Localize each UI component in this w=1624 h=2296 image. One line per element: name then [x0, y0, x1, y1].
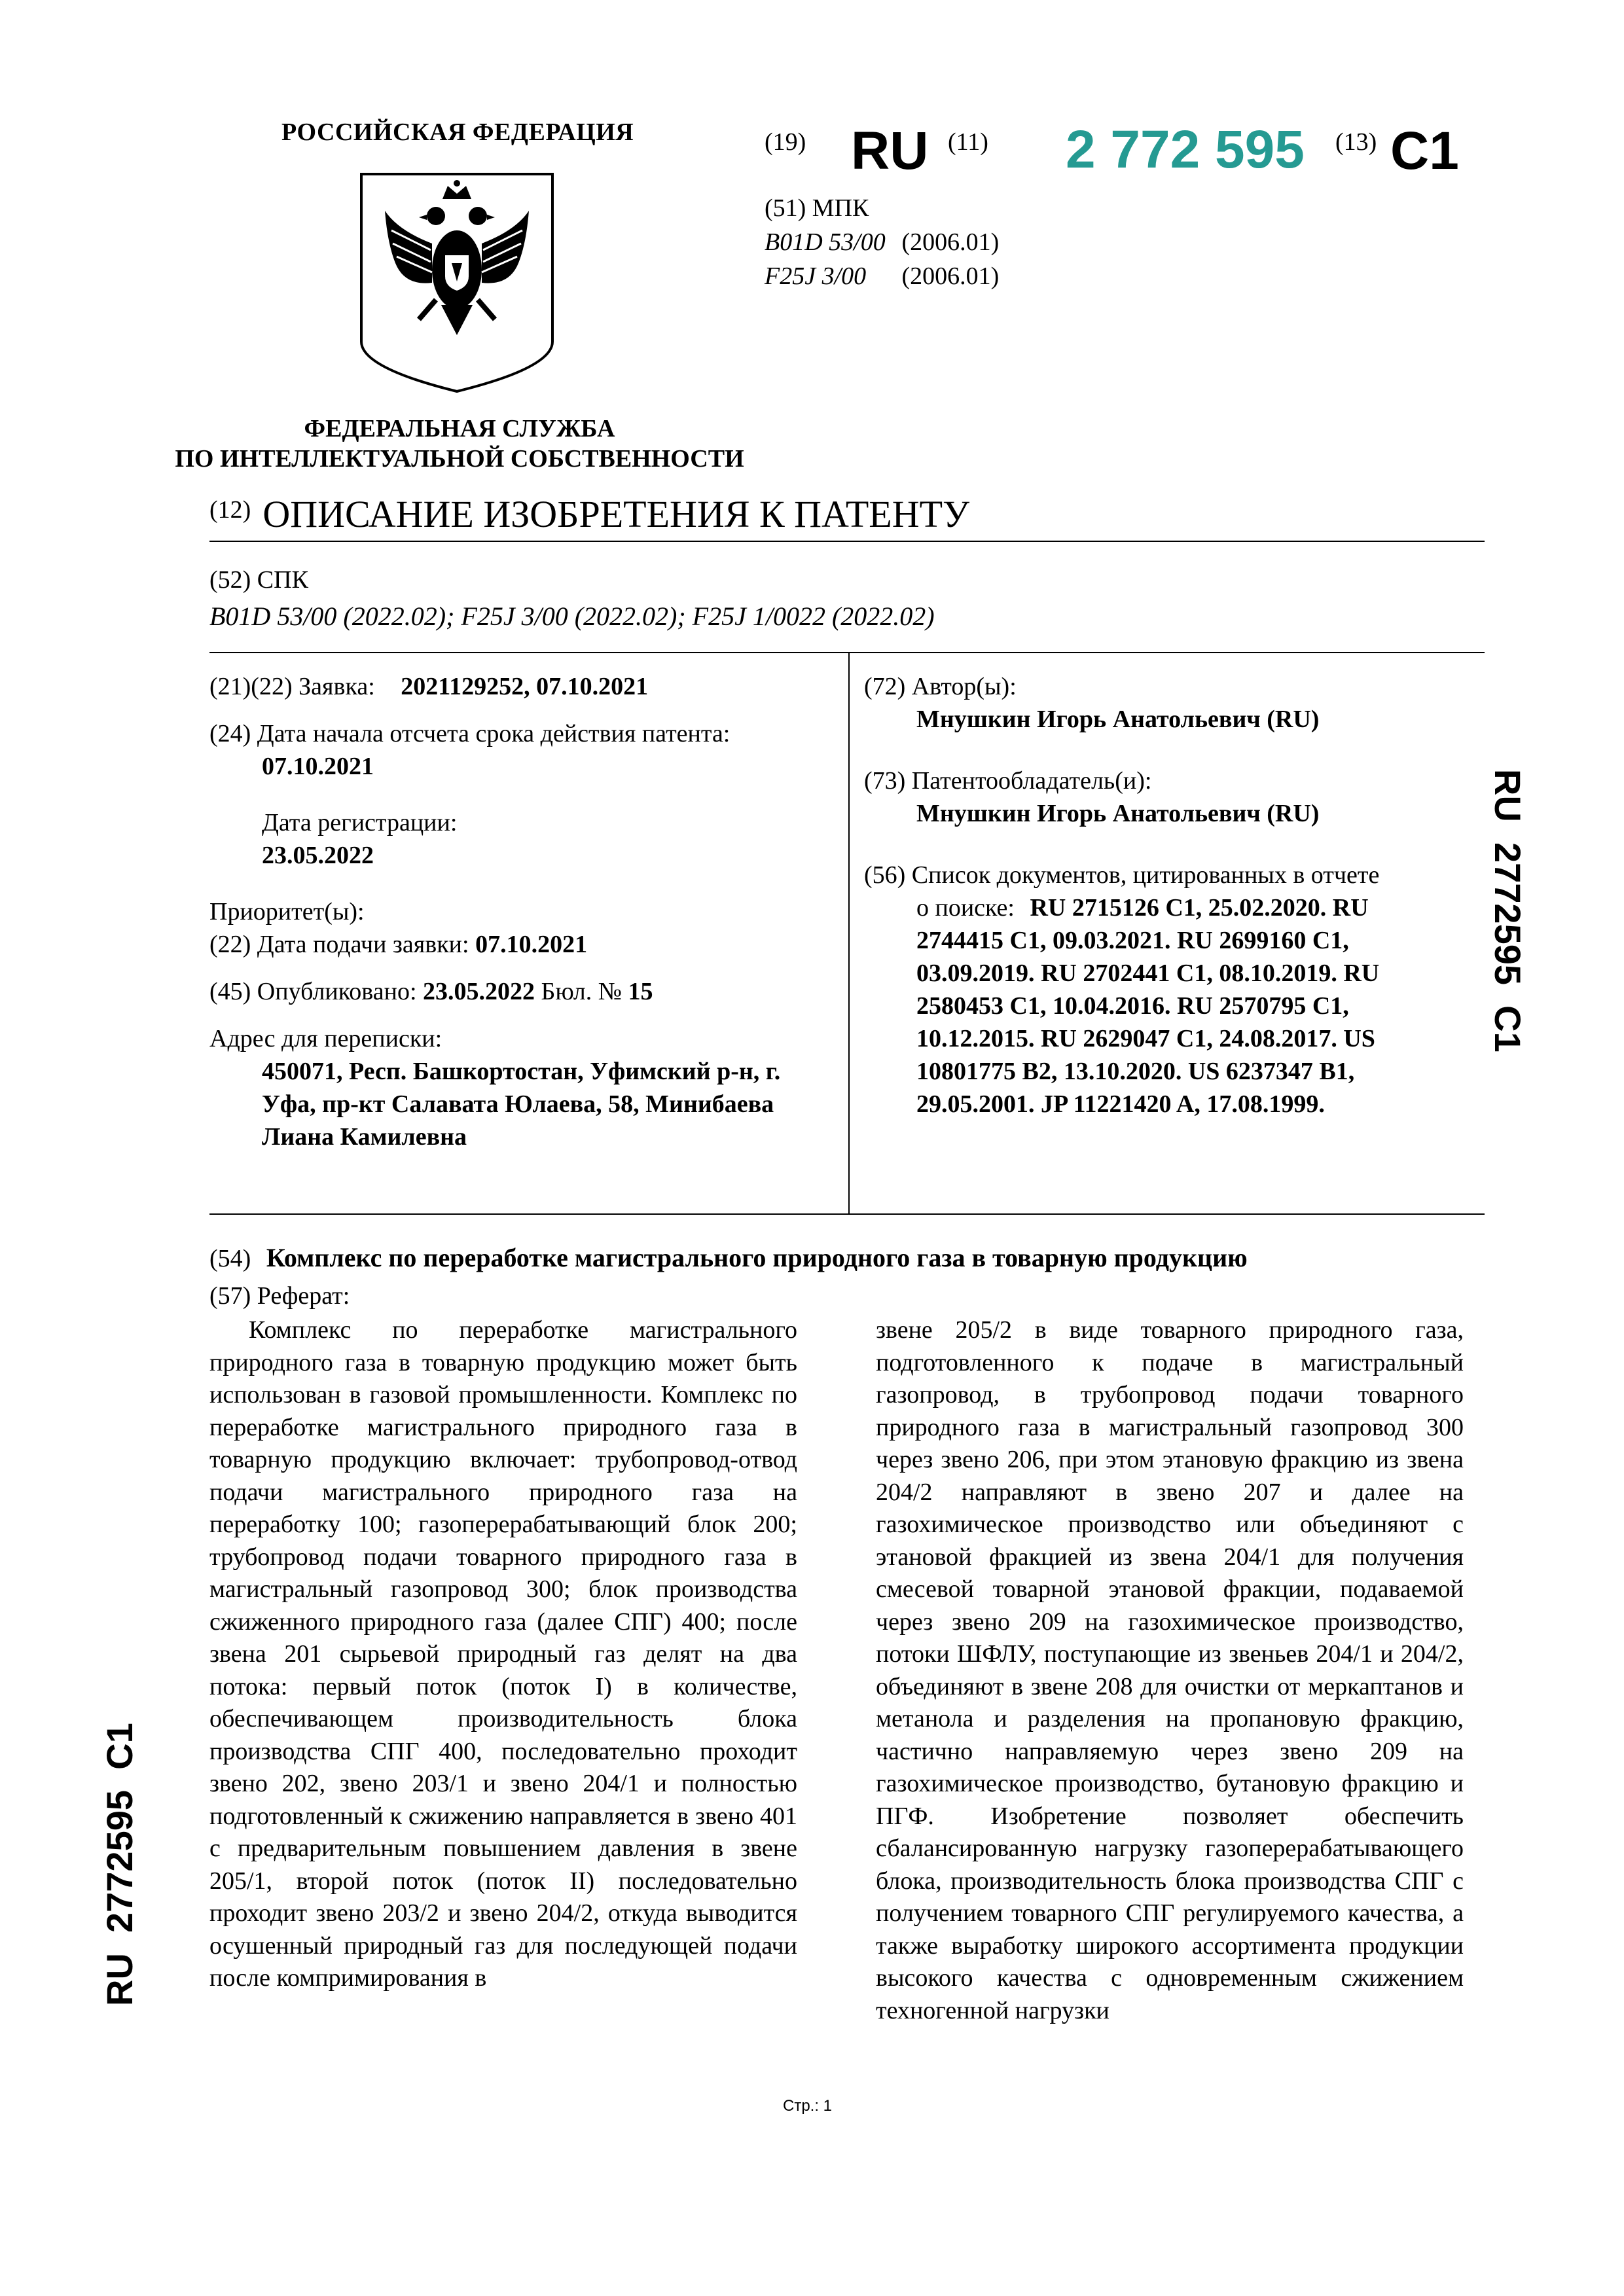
cited-label-cont: о поиске: — [916, 894, 1015, 922]
address-label: Адрес для переписки: — [209, 1025, 442, 1052]
priority-label: Приоритет(ы): — [209, 898, 365, 925]
cpc-label: (52) СПК — [209, 566, 308, 594]
bibliographic-left — [209, 670, 851, 1153]
bulletin-value: 15 — [628, 978, 653, 1005]
page-number: Стр.: 1 — [783, 2097, 833, 2115]
author-value: Мнушкин Игорь Анатольевич (RU) — [916, 706, 1320, 733]
address-line: 450071, Респ. Башкортостан, Уфимский р-н, г. — [262, 1058, 781, 1085]
inid-code-19: (19) — [765, 128, 806, 156]
agency-line-1: ФЕДЕРАЛЬНАЯ СЛУЖБА — [304, 415, 615, 442]
abstract-column-2 — [876, 1314, 1464, 2027]
inid-code-12: (12) — [209, 496, 251, 524]
address-line: Уфа, пр-кт Салавата Юлаева, 58, Минибаева — [262, 1090, 774, 1118]
author-label: (72) Автор(ы): — [864, 673, 1017, 700]
application-label: (21)(22) Заявка: — [209, 673, 375, 700]
cited-line: 10.12.2015. RU 2629047 C1, 24.08.2017. US — [916, 1025, 1375, 1052]
ipc-label: (51) МПК — [765, 194, 869, 222]
column-divider — [848, 652, 850, 1213]
abstract-label: (57) Реферат: — [209, 1282, 350, 1310]
ipc-date: (2006.01) — [901, 228, 1000, 256]
ipc-item — [765, 259, 999, 293]
invention-title-text: Комплекс по переработке магистрального природного газа в товарную продукцию — [266, 1243, 1248, 1272]
filing-row — [209, 928, 851, 961]
cited-line: 29.05.2001. JP 11221420 A, 17.08.1999. — [916, 1090, 1325, 1118]
filing-label: (22) Дата подачи заявки: — [209, 931, 469, 958]
inid-code-13: (13) — [1335, 128, 1377, 156]
kind-code: C1 — [1390, 121, 1459, 181]
bibliographic-right — [864, 670, 1479, 1121]
abstract-text: Комплекс по переработке магистрального природного газа в товарную продукцию может быть использован в газовой промышленности. Комплекс по переработке магистрального природного газа в товарную продукцию включает: трубопровод-отвод подачи магистрального природного газа на переработку 100; газоперерабатывающий блок 200; трубопровод подачи товарного природного газа в магистральный газопровод 300; блок производства сжиженного природного газа (далее СПГ) 400; после звена 201 сырьевой природный газ делят на два потока: первый поток (поток I) в количестве, обеспечивающем производительность блока производства СПГ 400, последовательно проходит звено 202, звено 203/1 и звено 204/1 и полностью подготовленный к сжижению направляется в звено 401 с предварительным повышением давления в звене 205/1, второй поток (поток II) последовательно проходит звено 203/2 и звено 204/2, откуда выводится осушенный природный газ для последующей подачи после компримирования в — [209, 1316, 797, 1992]
divider — [209, 541, 1485, 542]
inid-code-11: (11) — [948, 128, 988, 156]
inid-code-54: (54) — [209, 1245, 251, 1272]
term-label: (24) Дата начала отсчета срока действия патента: — [209, 720, 731, 747]
ipc-item — [765, 225, 999, 259]
address-line: Лиана Камилевна — [262, 1123, 467, 1151]
abstract-text: звене 205/2 в виде товарного природного газа, подготовленного к подаче в магистральный газопровод, в трубопровод подачи товарного природного газа в магистральный газопровод 300 через звено 206, при этом этановую фракцию из звена 204/2 направляют в звено 207 и далее на газохимическое производство или объединяют с этановой фракцией из звена 204/1 для получения смесевой товарной этановой фракции, подаваемой через звено 209 на газохимическое производство, потоки ШФЛУ, поступающие из звеньев 204/1 и 204/2, объединяют в звене 208 для очистки от меркаптанов и метанола и разделения на пропановую фракцию, частично направляемую через звено 209 на газохимическое производство, бутановую фракцию и ПГФ. Изобретение позволяет обеспечить сбалансированную нагрузку газоперерабатывающего блока, производительность блока производства СПГ с получением товарного СПГ регулируемого качества, а также выработку широкого ассортимента продукции высокого качества с одновременным сжижением техногенной нагрузки — [876, 1316, 1464, 2024]
agency-line-2: ПО ИНТЕЛЛЕКТУАЛЬНОЙ СОБСТВЕННОСТИ — [175, 445, 744, 473]
cited-line: RU 2715126 C1, 25.02.2020. RU — [1030, 894, 1369, 922]
cited-label: (56) Список документов, цитированных в отчете — [864, 861, 1380, 889]
cpc-block — [209, 562, 935, 635]
abstract-column-1 — [209, 1314, 797, 1995]
ipc-block — [765, 191, 999, 293]
document-title-text: ОПИСАНИЕ ИЗОБРЕТЕНИЯ К ПАТЕНТУ — [262, 493, 970, 535]
ipc-date: (2006.01) — [901, 262, 1000, 290]
side-strip-right: RU 2772595 C1 — [1487, 769, 1528, 1052]
divider — [209, 1213, 1485, 1215]
registration-value: 23.05.2022 — [262, 842, 374, 869]
ipc-code: B01D 53/00 — [765, 228, 886, 256]
registration-label: Дата регистрации: — [262, 809, 458, 836]
publication-label: (45) Опубликовано: — [209, 978, 417, 1005]
agency-name — [171, 414, 748, 474]
application-value: 2021129252, 07.10.2021 — [401, 673, 649, 700]
document-title — [209, 492, 969, 536]
patent-number: 2 772 595 — [1066, 120, 1305, 179]
cpc-codes: B01D 53/00 (2022.02); F25J 3/00 (2022.02); F25J 1/0022 (2022.02) — [209, 601, 935, 631]
divider — [209, 652, 1485, 653]
cited-row — [864, 891, 1479, 924]
publication-row — [209, 975, 851, 1008]
cited-line: 2744415 C1, 09.03.2021. RU 2699160 C1, — [916, 927, 1349, 954]
cited-line: 10801775 B2, 13.10.2020. US 6237347 B1, — [916, 1058, 1355, 1085]
ipc-code: F25J 3/00 — [765, 262, 867, 290]
country-code: RU — [851, 121, 929, 181]
invention-title — [209, 1242, 1248, 1273]
double-headed-eagle-icon — [359, 171, 555, 394]
cited-line: 03.09.2019. RU 2702441 C1, 08.10.2019. RU — [916, 960, 1380, 987]
owner-label: (73) Патентообладатель(и): — [864, 767, 1152, 795]
side-strip-left: RU 2772595 C1 — [99, 1723, 140, 2006]
application-row — [209, 670, 851, 703]
country-name: РОССИЙСКАЯ ФЕДЕРАЦИЯ — [281, 118, 634, 146]
publication-value: 23.05.2022 — [423, 978, 535, 1005]
cited-line: 2580453 C1, 10.04.2016. RU 2570795 C1, — [916, 992, 1349, 1020]
coat-of-arms-emblem — [359, 171, 555, 394]
filing-value: 07.10.2021 — [475, 931, 588, 958]
term-value: 07.10.2021 — [262, 753, 374, 780]
bulletin-label: Бюл. № — [541, 978, 622, 1005]
owner-value: Мнушкин Игорь Анатольевич (RU) — [916, 800, 1320, 827]
